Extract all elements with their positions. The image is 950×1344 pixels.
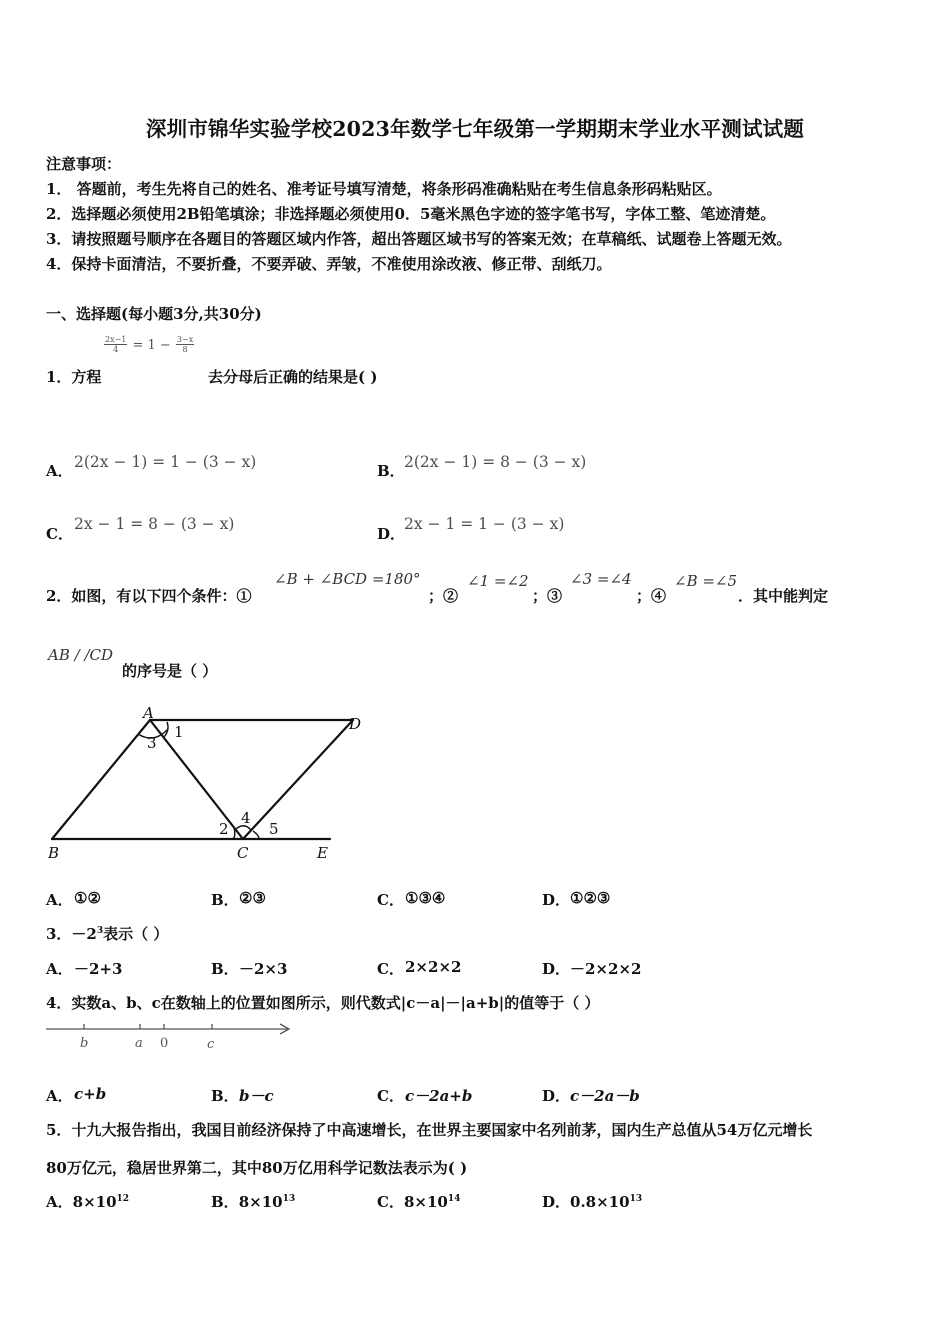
arc-angle-2 (233, 828, 235, 839)
q1-option-label[interactable]: B． (377, 462, 405, 480)
point-e-label: E (317, 844, 328, 862)
notice-item: 2．选择题必须使用2B铅笔填涂；非选择题必须使用0．5毫米黑色字迹的签字笔书写，字体工整、笔迹清楚。 (46, 205, 776, 223)
angle-5-label: 5 (269, 820, 279, 838)
q2-condition-4: ∠B =∠5 (674, 572, 738, 590)
q3-option-label[interactable]: B． (211, 960, 239, 978)
q1-stem-prefix: 1．方程 (46, 368, 102, 386)
q4-option-b[interactable]: b－c (239, 1087, 274, 1105)
axis-label-zero: 0 (160, 1036, 169, 1051)
q2-condition-2: ∠1 =∠2 (467, 572, 529, 590)
q4-option-label[interactable]: D． (542, 1087, 571, 1105)
q2-option-label[interactable]: C． (377, 891, 404, 909)
q5-option-a[interactable]: A．$8\times 10^{12}$ (46, 1193, 130, 1211)
angle-1-label: 1 (174, 723, 184, 741)
q3-option-d[interactable]: －2×2×2 (570, 960, 642, 978)
q4-option-label[interactable]: A． (46, 1087, 73, 1105)
point-c-label: C (237, 844, 249, 862)
q2-stem-line2: 的序号是（ ） (122, 662, 218, 680)
q3-stem: 3．$-2^3$表示（ ） (46, 925, 169, 943)
line-cd (243, 720, 353, 839)
axis-label-a: a (135, 1036, 143, 1051)
arc-angle-1 (164, 722, 168, 737)
q1-option-label[interactable]: A． (46, 462, 73, 480)
point-a-label: A (143, 704, 154, 722)
line-ab (52, 720, 150, 839)
q1-option-d[interactable]: 2x − 1 = 1 − (3 − x) (404, 515, 565, 533)
notice-item: 1． 答题前，考生先将自己的姓名、准考证号填写清楚，将条形码准确粘贴在考生信息条形码粘贴区。 (46, 180, 722, 198)
q1-fraction-left: $\frac{2x-1}{4}$ (105, 335, 127, 354)
q4-option-a[interactable]: c+b (74, 1085, 107, 1103)
q2-sep: ；② (428, 587, 459, 605)
q3-option-label[interactable]: A． (46, 960, 73, 978)
notice-item: 4．保持卡面清洁，不要折叠，不要弄破、弄皱，不准使用涂改液、修正带、刮纸刀。 (46, 255, 612, 273)
q2-option-label[interactable]: A． (46, 891, 73, 909)
q4-option-label[interactable]: B． (211, 1087, 239, 1105)
angle-2-label: 2 (219, 820, 229, 838)
q5-stem-line1: 5．十九大报告指出，我国目前经济保持了中高速增长，在世界主要国家中名列前茅，国内生产总值从54万亿元增长 (46, 1121, 813, 1139)
q2-stem-suffix: ．其中能判定 (738, 587, 829, 605)
q5-option-c[interactable]: C．$8\times 10^{14}$ (377, 1193, 461, 1211)
q4-stem: 4．实数a、b、c在数轴上的位置如图所示，则代数式|c－a|－|a+b|的值等于（ ） (46, 994, 600, 1012)
q1-option-b[interactable]: 2(2x − 1) = 8 − (3 − x) (404, 453, 587, 471)
q2-condition-3: ∠3 =∠4 (570, 570, 632, 588)
q4-option-c[interactable]: c－2a+b (405, 1087, 473, 1105)
axis-label-b: b (80, 1036, 89, 1051)
q5-option-d[interactable]: D．$0.8\times 10^{13}$ (542, 1193, 643, 1211)
notice-heading: 注意事项： (46, 155, 122, 173)
q3-option-b[interactable]: －2×3 (239, 960, 288, 978)
q2-option-c[interactable]: ①③④ (405, 889, 446, 907)
notice-item: 3．请按照题号顺序在各题目的答题区域内作答，超出答题区域书写的答案无效；在草稿纸、试题卷上答题无效。 (46, 230, 792, 248)
q3-option-label[interactable]: D． (542, 960, 571, 978)
q4-option-label[interactable]: C． (377, 1087, 404, 1105)
q4-number-line (40, 1018, 300, 1056)
point-b-label: B (48, 844, 60, 862)
point-d-label: D (349, 715, 362, 733)
q1-option-label[interactable]: D． (377, 525, 406, 543)
q3-option-a[interactable]: －2+3 (74, 960, 123, 978)
q2-option-b[interactable]: ②③ (239, 889, 266, 907)
q2-geometry-figure (40, 700, 370, 870)
q2-option-a[interactable]: ①② (74, 889, 101, 907)
q2-sep: ；③ (532, 587, 563, 605)
axis-label-c: c (207, 1037, 215, 1052)
q1-option-a[interactable]: 2(2x − 1) = 1 − (3 − x) (74, 453, 257, 471)
q2-sep: ；④ (636, 587, 667, 605)
q2-parallel-notation: AB / /CD (48, 646, 114, 664)
arc-angle-5 (253, 831, 259, 839)
q1-equation-image (104, 334, 194, 354)
section-heading: 一、选择题(每小题3分,共30分) (46, 305, 262, 323)
q2-condition-1: ∠B + ∠BCD =180° (274, 570, 421, 588)
angle-4-label: 4 (241, 809, 251, 827)
q1-stem-suffix: 去分母后正确的结果是( ) (208, 368, 378, 386)
q1-equals: = 1 − (132, 338, 171, 353)
q2-option-label[interactable]: D． (542, 891, 571, 909)
q5-option-b[interactable]: B．$8\times 10^{13}$ (211, 1193, 296, 1211)
angle-3-label: 3 (147, 734, 157, 752)
q3-option-label[interactable]: C． (377, 960, 404, 978)
q2-stem-prefix: 2．如图，有以下四个条件：① (46, 587, 252, 605)
q2-option-label[interactable]: B． (211, 891, 239, 909)
q1-option-label[interactable]: C． (46, 525, 73, 543)
q4-option-d[interactable]: c－2a－b (570, 1087, 640, 1105)
q1-option-c[interactable]: 2x − 1 = 8 − (3 − x) (74, 515, 235, 533)
page-title: 深圳市锦华实验学校2023年数学七年级第一学期期末学业水平测试试题 (145, 117, 805, 141)
q2-option-d[interactable]: ①②③ (570, 889, 611, 907)
q1-fraction-right: $\frac{3-x}{8}$ (176, 335, 194, 354)
q3-option-c[interactable]: 2×2×2 (405, 958, 462, 976)
line-ac (150, 720, 243, 839)
q5-stem-line2: 80万亿元，稳居世界第二，其中80万亿用科学记数法表示为( ) (46, 1159, 468, 1177)
